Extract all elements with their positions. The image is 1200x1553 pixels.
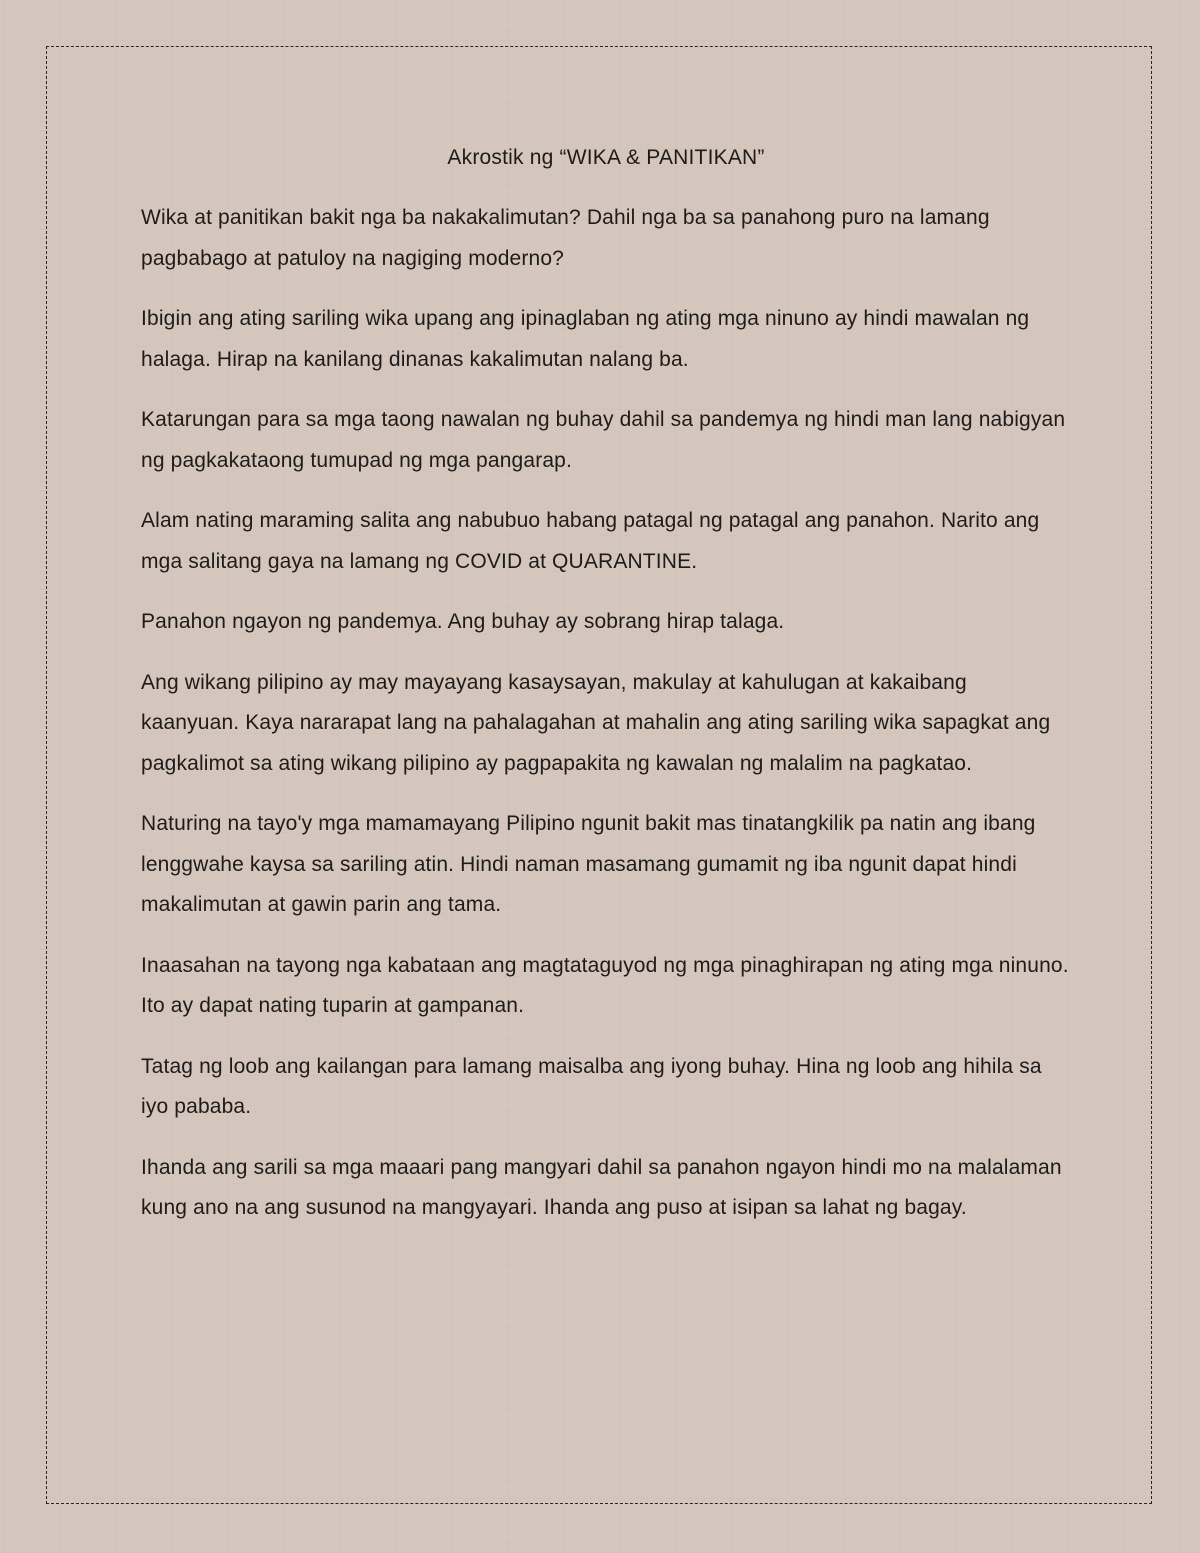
paragraph-panahon: Panahon ngayon ng pandemya. Ang buhay ay sobrang hirap talaga. — [141, 610, 785, 633]
paragraph-tatag: Tatag ng loob ang kailangan para lamang maisalba ang iyong buhay. Hina ng loob ang hihila sa iyo pababa. — [141, 1054, 1042, 1118]
paragraph-ihanda: Ihanda ang sarili sa mga maaari pang mangyari dahil sa panahon ngayon hindi mo na malalaman kung ano na ang susunod na mangyayari. Ihanda ang puso at isipan sa lahat ng bagay. — [141, 1155, 1062, 1219]
document-body — [141, 140, 1071, 1249]
paragraph-inaasahan: Inaasahan na tayong nga kabataan ang magtataguyod ng mga pinaghirapan ng ating mga ninuno. Ito ay dapat nating tuparin at gampanan. — [141, 953, 1069, 1017]
paragraph-ang-wikang: Ang wikang pilipino ay may mayayang kasaysayan, makulay at kahulugan at kakaibang kaanyuan. Kaya nararapat lang na pahalagahan at mahalin ang ating sariling wika sapagkat ang pagkalimot sa ating wikang pilipino ay pagpapakita ng kawalan ng malalim na pagkatao. — [141, 670, 1051, 775]
paragraph-wika: Wika at panitikan bakit nga ba nakakalimutan? Dahil nga ba sa panahong puro na lamang pagbabago at patuloy na nagiging moderno? — [141, 206, 990, 270]
paragraph-alam: Alam nating maraming salita ang nabubuo habang patagal ng patagal ang panahon. Narito ang mga salitang gaya na lamang ng COVID at QUARANTINE. — [141, 509, 1040, 573]
paragraph-katarungan: Katarungan para sa mga taong nawalan ng buhay dahil sa pandemya ng hindi man lang nabigyan ng pagkakataong tumupad ng mga pangarap. — [141, 408, 1066, 472]
paragraph-ibigin: Ibigin ang ating sariling wika upang ang ipinaglaban ng ating mga ninuno ay hindi mawalan ng halaga. Hirap na kanilang dinanas kakalimutan nalang ba. — [141, 307, 1030, 371]
document-title: Akrostik ng “WIKA & PANITIKAN” — [447, 146, 765, 169]
paragraph-naturing: Naturing na tayo'y mga mamamayang Pilipino ngunit bakit mas tinatangkilik pa natin ang ibang lenggwahe kaysa sa sariling atin. Hindi naman masamang gumamit ng iba ngunit dapat hindi makalimutan at gawin parin ang tama. — [141, 812, 1036, 916]
